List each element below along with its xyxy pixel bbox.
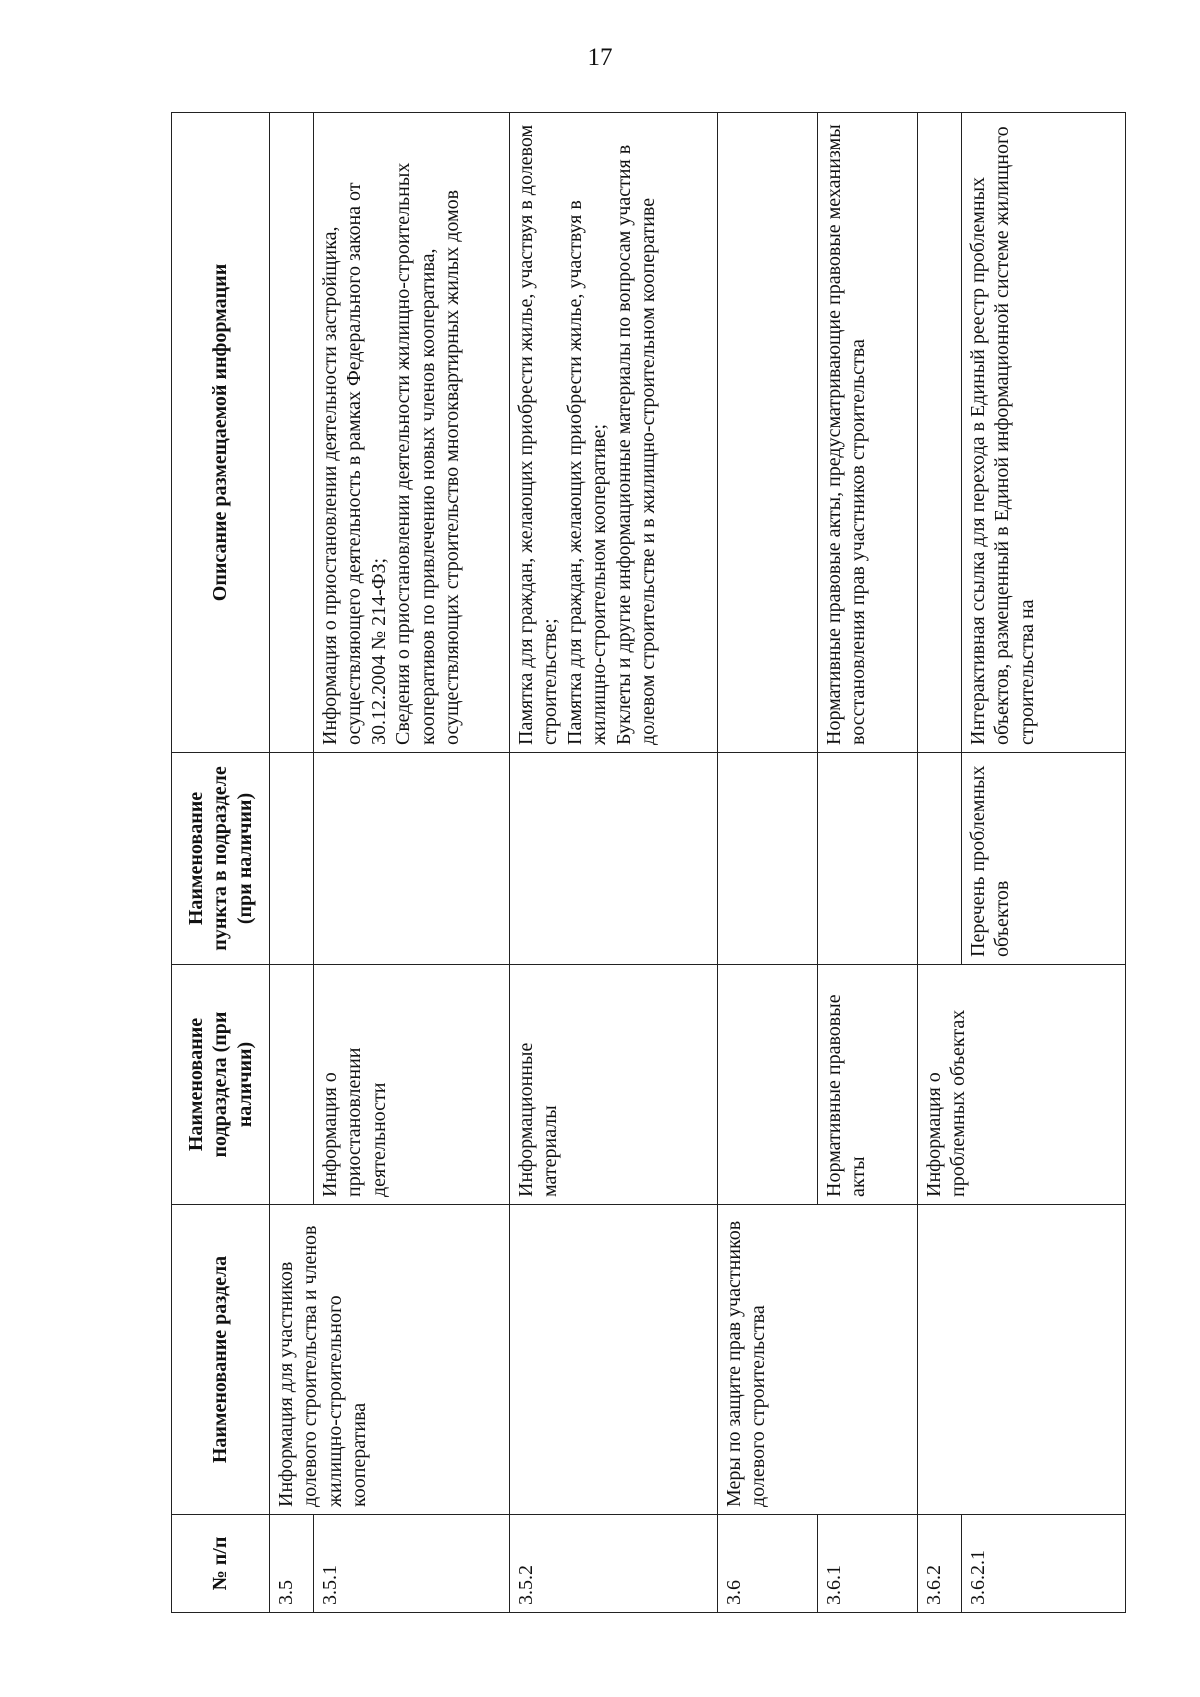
table-row bbox=[918, 113, 962, 1613]
header-subsection: Наименование подраздела (при наличии) bbox=[172, 965, 270, 1205]
cell-empty bbox=[510, 753, 718, 965]
cell-num: 3.6.2.1 bbox=[962, 1515, 1126, 1613]
header-description: Описание размещаемой информации bbox=[172, 113, 270, 753]
cell-num: 3.6.1 bbox=[818, 1515, 918, 1613]
cell-description bbox=[818, 113, 918, 753]
cell-num: 3.6.2 bbox=[918, 1515, 962, 1613]
description-text: Нормативные правовые акты, предусматривающие правовые механизмы восстановления прав участников строительства bbox=[823, 124, 870, 745]
cell-num: 3.5.2 bbox=[510, 1515, 718, 1613]
table-row bbox=[270, 113, 314, 1613]
description-text: Памятка для граждан, желающих приобрести жилье, участвуя в долевом строительстве; Памятка для граждан, желающих приобрести жилье, участвуя в жилищно-строительном кооперативе; Буклеты и другие информационные материалы по вопросам участия в долевом строительстве и в жилищно-строительном кооперативе bbox=[515, 124, 659, 745]
cell-num: 3.5 bbox=[270, 1515, 314, 1613]
cell-section bbox=[270, 1205, 510, 1515]
table-row bbox=[718, 113, 818, 1613]
cell-empty bbox=[718, 113, 818, 753]
cell-description bbox=[510, 113, 718, 753]
header-num: № п/п bbox=[172, 1515, 270, 1613]
cell-subsection: Информация о приостановлении деятельности bbox=[314, 965, 510, 1205]
cell-subsection: Информационные материалы bbox=[510, 965, 718, 1205]
cell-empty bbox=[918, 1205, 1126, 1515]
section-text: Информация для участников долевого строительства и членов жилищно-строительного кооператива bbox=[275, 1225, 371, 1507]
header-item: Наименование пункта в подразделе (при наличии) bbox=[172, 753, 270, 965]
cell-empty bbox=[270, 113, 314, 753]
cell-num: 3.5.1 bbox=[314, 1515, 510, 1613]
information-table bbox=[171, 112, 1126, 1613]
description-text: Информация о приостановлении деятельности застройщика, осуществляющего деятельность в рамках Федерального закона от 30.12.2004 № 214-ФЗ; Сведения о приостановлении деятельности жилищно-строительных кооперативов по привлечению новых членов кооператива, осуществляющих строительство многоквартирных жилых домов bbox=[319, 162, 463, 745]
cell-empty bbox=[270, 965, 314, 1205]
cell-empty bbox=[918, 113, 962, 753]
cell-empty bbox=[718, 753, 818, 965]
cell-empty bbox=[270, 753, 314, 965]
cell-subsection: Нормативные правовые акты bbox=[818, 965, 918, 1205]
rotated-table-wrapper bbox=[171, 113, 1125, 1613]
cell-empty bbox=[314, 753, 510, 965]
cell-empty bbox=[510, 1205, 718, 1515]
header-section: Наименование раздела bbox=[172, 1205, 270, 1515]
section-text: Меры по защите прав участников долевого строительства bbox=[723, 1220, 770, 1507]
cell-empty bbox=[818, 753, 918, 965]
cell-section bbox=[718, 1205, 918, 1515]
cell-description: Интерактивная ссылка для перехода в Единый реестр проблемных объектов, размещенный в Единой информационной системе жилищного строительства на bbox=[962, 113, 1126, 753]
cell-description bbox=[314, 113, 510, 753]
cell-subsection: Информация о проблемных объектах bbox=[918, 965, 1126, 1205]
table-row bbox=[510, 113, 718, 1613]
page-number: 17 bbox=[587, 44, 613, 71]
cell-item: Перечень проблемных объектов bbox=[962, 753, 1126, 965]
cell-empty bbox=[918, 753, 962, 965]
cell-num: 3.6 bbox=[718, 1515, 818, 1613]
cell-empty bbox=[718, 965, 818, 1205]
table-header-row bbox=[172, 113, 270, 1613]
